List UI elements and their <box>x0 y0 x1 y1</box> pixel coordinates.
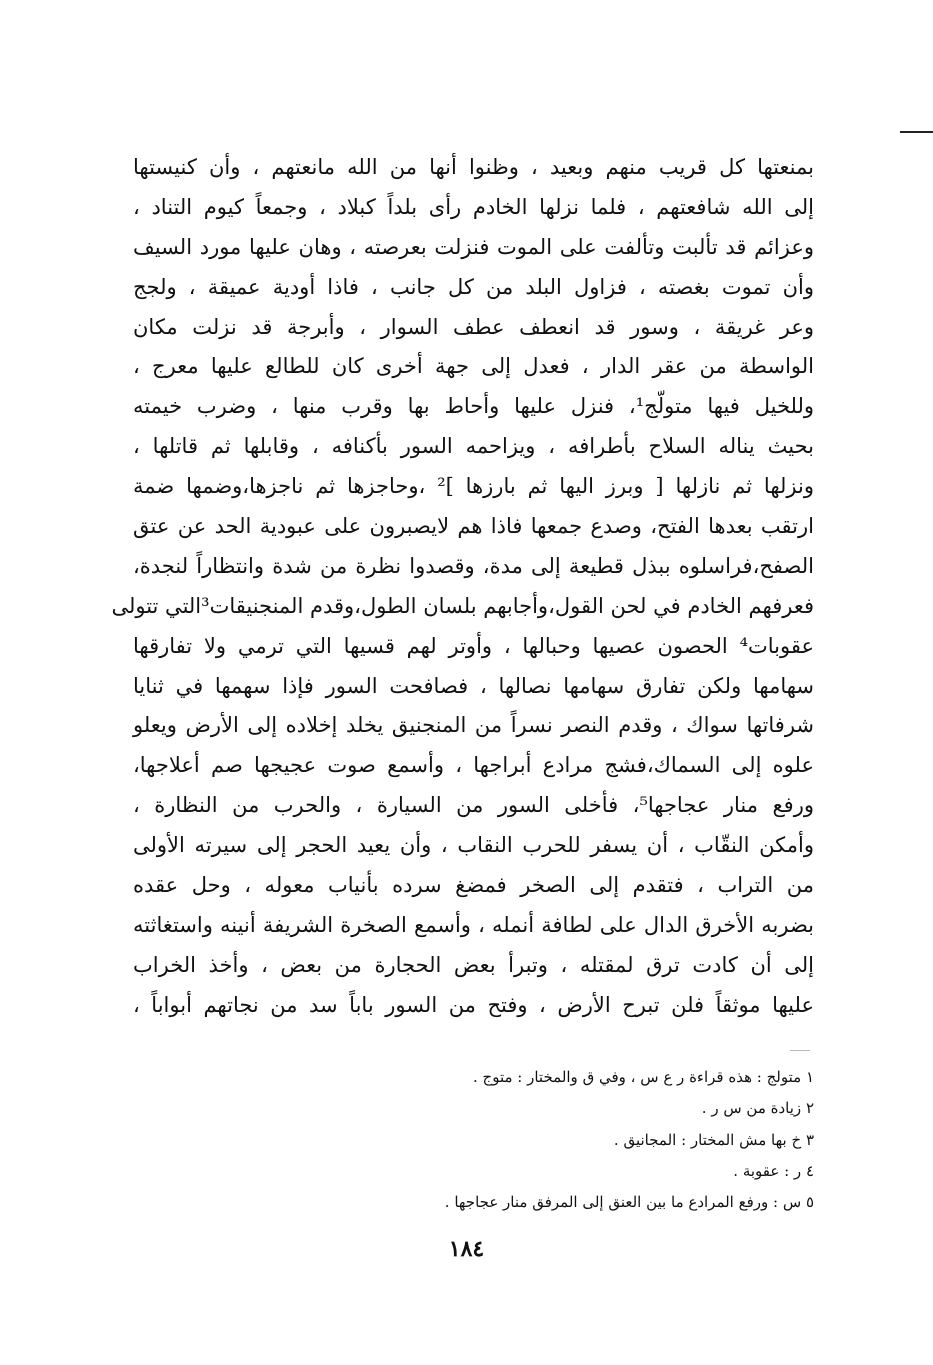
text-line: إلى أن كادت ترق لمقتله ، وتبرأ بعض الحجارة من بعض ، وأخذ الخراب <box>133 952 814 977</box>
page-number: ١٨٤ <box>448 1236 485 1262</box>
text-line: بحيث يناله السلاح بأطرافه ، ويزاحمه السور بأكنافه ، وقابلها ثم قاتلها ، <box>133 434 814 459</box>
margin-rule <box>900 131 933 133</box>
footnote: ٣ خ بها مش المختار : المجانيق . <box>613 1130 814 1149</box>
text-line: وعر غريقة ، وسور قد انعطف عطف السوار ، وأبرجة قد نزلت مكان <box>133 314 814 339</box>
text-line: بضربه الأخرق الدال على لطافة أنمله ، وأسمع الصخرة الشريفة أنينه واستغاثته <box>133 912 814 937</box>
footnote: ٢ زيادة من س ر . <box>701 1099 814 1118</box>
text-line: الصفح،فراسلوه ببذل قطيعة إلى مدة، وقصدوا نظرة من شدة وانتظاراً لنجدة، <box>133 553 814 578</box>
text-line: إلى الله شافعتهم ، فلما نزلها الخادم رأى بلداً كبلاد ، وجمعاً كيوم التناد ، <box>133 194 814 219</box>
text-line: ارتقب بعدها الفتح، وصدع جمعها فاذا هم لايصبرون على عبودية الحد عن عتق <box>133 514 814 539</box>
text-line: ونزلها ثم نازلها [ وبرز اليها ثم بارزها ]² ،وحاجزها ثم ناجزها،وضمها ضمة <box>133 474 814 499</box>
text-line: عقوبات⁴ الحصون عصيها وحبالها ، وأوتر لهم قسيها التي ترمي ولا تفارقها <box>133 633 814 658</box>
text-line: بمنعتها كل قريب منهم وبعيد ، وظنوا أنها من الله مانعتهم ، وأن كنيستها <box>133 155 814 179</box>
footnote: ٤ ر : عقوبة . <box>733 1161 814 1180</box>
text-line: وعزائم قد تألبت وتألفت على الموت فنزلت بعرصته ، وهان عليها مورد السيف <box>133 234 814 259</box>
footnotes <box>300 1062 814 1218</box>
text-line: وأن تموت بغصته ، فزاول البلد من كل جانب ، فاذا أودية عميقة ، ولجج <box>133 274 814 299</box>
text-line: شرفاتها سواك ، وقدم النصر نسراً من المنجنيق يخلد إخلاده إلى الأرض ويعلو <box>133 713 814 738</box>
text-line: من التراب ، فتقدم إلى الصخر فمضغ سرده بأنياب معوله ، وحل عقده <box>133 873 814 898</box>
text-line: ورفع منار عجاجها⁵، فأخلى السور من السيارة ، والحرب من النظارة ، <box>133 793 814 818</box>
text-line: الواسطة من عقر الدار ، فعدل إلى جهة أخرى كان للطالع عليها معرج ، <box>133 354 814 379</box>
text-line: وأمكن النقّاب ، أن يسفر للحرب النقاب ، وأن يعيد الحجر إلى سيرته الأولى <box>133 833 814 858</box>
footnote: ١ متولج : هذه قراءة ر ع س ، وفي ق والمختار : متوج . <box>473 1068 814 1086</box>
text-line: وللخيل فيها متولّج¹، فنزل عليها وأحاط بها وقرب منها ، وضرب خيمته <box>133 394 814 419</box>
text-line: سهامها ولكن تفارق سهامها نصالها ، فصافحت السور فإذا سهمها في ثنايا <box>133 673 814 698</box>
main-text <box>111 148 814 1026</box>
text-line: علوه إلى السماك،فشج مرادع أبراجها ، وأسمع صوت عجيجها صم أعلاجها، <box>133 753 814 778</box>
text-line: فعرفهم الخادم في لحن القول،وأجابهم بلسان الطول،وقدم المنجنيقات³التي تتولى <box>111 593 814 618</box>
footnote-separator <box>790 1050 810 1051</box>
text-line: عليها موثقاً فلن تبرح الأرض ، وفتح من السور باباً سد من نجاتهم أبواباً ، <box>133 992 814 1017</box>
footnote: ٥ س : ورفع المرادع ما بين العنق إلى المرفق منار عجاجها . <box>444 1193 814 1212</box>
